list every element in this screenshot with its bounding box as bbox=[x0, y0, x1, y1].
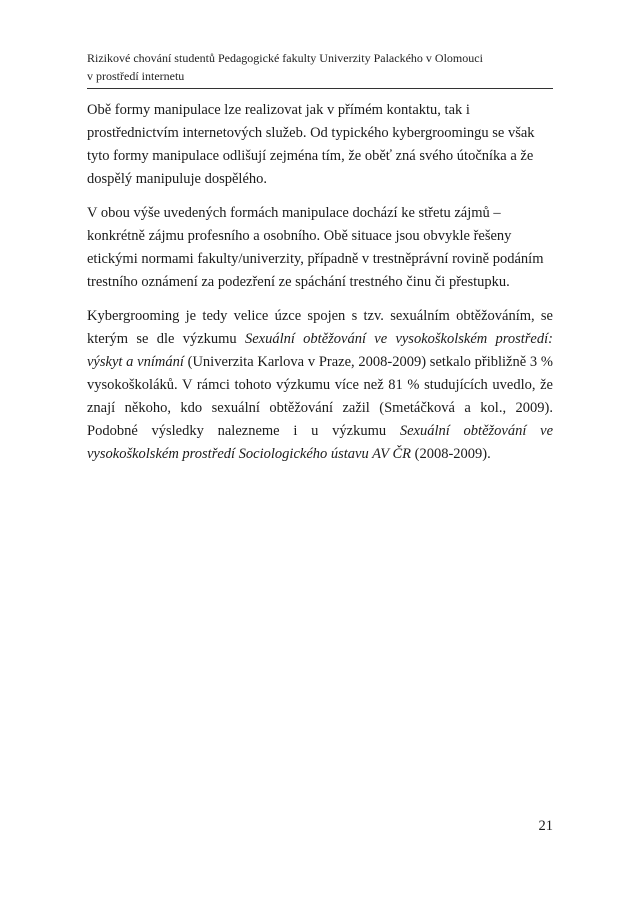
paragraph-1: Obě formy manipulace lze realizovat jak v přímém kontaktu, tak i prostřednictvím internetových služeb. Od typického kybergroomingu se však tyto formy manipulace odlišují zejména tím, že oběť zná svého útočníka a že dospělý manipuluje dospělého. bbox=[87, 102, 535, 187]
running-header bbox=[87, 50, 553, 85]
page-number: 21 bbox=[538, 818, 553, 834]
header-line-1: Rizikové chování studentů Pedagogické fakulty Univerzity Palackého v Olomouci bbox=[87, 51, 483, 65]
body-text bbox=[87, 99, 553, 477]
header-divider bbox=[87, 88, 553, 89]
paragraph-3-text-3: (2008-2009). bbox=[410, 446, 491, 462]
study-title-1: Sexuální obtěžování ve vysokoškolském prostředí: výskyt a vnímání bbox=[87, 331, 553, 370]
study-title-2: Sexuální obtěžování ve vysokoškolském prostředí Sociologického ústavu AV ČR bbox=[87, 423, 554, 462]
header-line-2: v prostředí internetu bbox=[87, 68, 185, 83]
paragraph-2: V obou výše uvedených formách manipulace dochází ke střetu zájmů – konkrétně zájmu profesního a osobního. Obě situace jsou obvykle řešeny etickými normami fakulty/univerzity, případně v trestněprávní rovině podáním trestního oznámení za podezření ze spáchání trestného činu či přestupku. bbox=[87, 205, 544, 290]
paragraph-3 bbox=[87, 305, 553, 466]
paragraph-3-text-2: (Univerzita Karlova v Praze, 2008-2009) setkalo přibližně 3 % vysokoškoláků. V rámci tohoto výzkumu více než 81 % studujících uvedlo, že znají někoho, kdo sexuální obtěžování zažil (Smetáčková a kol., 2009). Podobné výsledky nalezneme i u výzkumu bbox=[87, 354, 553, 439]
paragraph-3-text-1: Kybergrooming je tedy velice úzce spojen s tzv. sexuálním obtěžováním, se kterým se dle výzkumu bbox=[87, 308, 553, 347]
